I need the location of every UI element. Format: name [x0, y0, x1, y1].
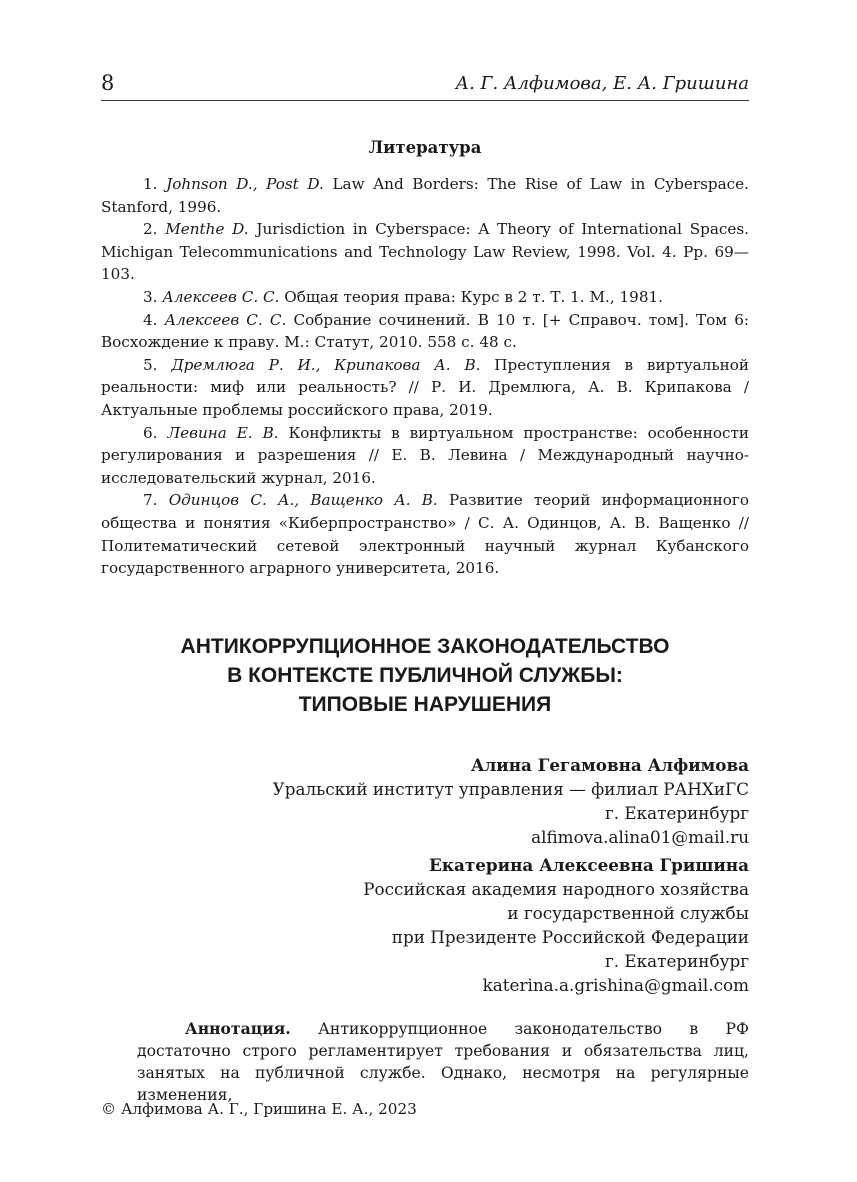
abstract	[137, 1018, 749, 1106]
reference-item: 6. Левина Е. В. Конфликты в виртуальном пространстве: особенности регулирования и разрешения // Е. В. Левина / Международный научно-исследовательский журнал, 2016.	[101, 423, 749, 487]
author-affiliation: и государственной службы	[507, 903, 749, 923]
author-affiliation: при Президенте Российской Федерации	[391, 927, 749, 947]
article-title	[101, 632, 749, 719]
reference-author: Одинцов С. А., Ващенко А. В.	[168, 491, 438, 510]
reference-author: Johnson D., Post D.	[166, 175, 324, 193]
author-name: Алина Гегамовна Алфимова	[470, 755, 749, 775]
copyright-notice: © Алфимова А. Г., Гришина Е. А., 2023	[101, 1100, 417, 1118]
author-city: г. Екатеринбург	[604, 803, 749, 823]
page-number: 8	[101, 71, 115, 95]
reference-item: 7. Одинцов С. А., Ващенко А. В. Развитие теорий информационного общества и понятия «Киберпространство» / С. А. Одинцов, А. В. Ващенко // Политематический сетевой электронный научный журнал Кубанского государственного аграрного университета, 2016.	[101, 491, 749, 578]
reference-author: Алексеев С. С.	[162, 287, 280, 306]
running-head-authors: А. Г. Алфимова, Е. А. Гришина	[455, 73, 749, 94]
author-block	[101, 853, 749, 997]
reference-author: Дремлюга Р. И., Крипакова А. В.	[171, 355, 481, 374]
reference-author: Menthe D.	[165, 220, 249, 239]
author-city: г. Екатеринбург	[604, 951, 749, 971]
reference-item: 4. Алексеев С. С. Собрание сочинений. В 10 т. [+ Справоч. том]. Том 6: Восхождение к праву. М.: Статут, 2010. 558 с. 48 с.	[101, 310, 750, 352]
article-title-line: В КОНТЕКСТЕ ПУБЛИЧНОЙ СЛУЖБЫ:	[227, 664, 623, 687]
article-title-line: ТИПОВЫЕ НАРУШЕНИЯ	[298, 693, 552, 716]
author-name: Екатерина Алексеевна Гришина	[429, 855, 749, 875]
author-affiliation: Российская академия народного хозяйства	[363, 879, 749, 899]
article-title-line: АНТИКОРРУПЦИОННОЕ ЗАКОНОДАТЕЛЬСТВО	[180, 635, 670, 658]
reference-item: 3. Алексеев С. С. Общая теория права: Курс в 2 т. Т. 1. М., 1981.	[143, 287, 663, 306]
author-email: alfimova.alina01@mail.ru	[531, 827, 749, 847]
reference-author: Левина Е. В.	[167, 423, 279, 442]
references-list	[101, 173, 749, 580]
abstract-text: Антикоррупционное законодательство в РФ достаточно строго регламентирует требования и обязательства лиц, занятых на публичной службе. Однако, несмотря на регулярные изменения,	[137, 1020, 749, 1104]
author-affiliation: Уральский институт управления — филиал РАНХиГС	[272, 779, 749, 799]
running-head	[101, 70, 749, 101]
reference-item: 5. Дремлюга Р. И., Крипакова А. В. Преступления в виртуальной реальности: миф или реальность? // Р. И. Дремлюга, А. В. Крипакова / Актуальные проблемы российского права, 2019.	[101, 355, 749, 419]
reference-author: Алексеев С. С.	[164, 310, 287, 329]
abstract-label: Аннотация.	[185, 1019, 291, 1038]
reference-item: 1. Johnson D., Post D. Law And Borders: The Rise of Law in Cyberspace. Stanford, 1996.	[101, 175, 749, 216]
references-heading: Литература	[368, 138, 482, 157]
author-block	[101, 753, 749, 849]
author-email: katerina.a.grishina@gmail.com	[482, 975, 749, 995]
reference-item: 2. Menthe D. Jurisdiction in Cyberspace: A Theory of International Spaces. Michigan Telecommunications and Technology Law Review, 1998. Vol. 4. Pp. 69—103.	[101, 220, 749, 284]
